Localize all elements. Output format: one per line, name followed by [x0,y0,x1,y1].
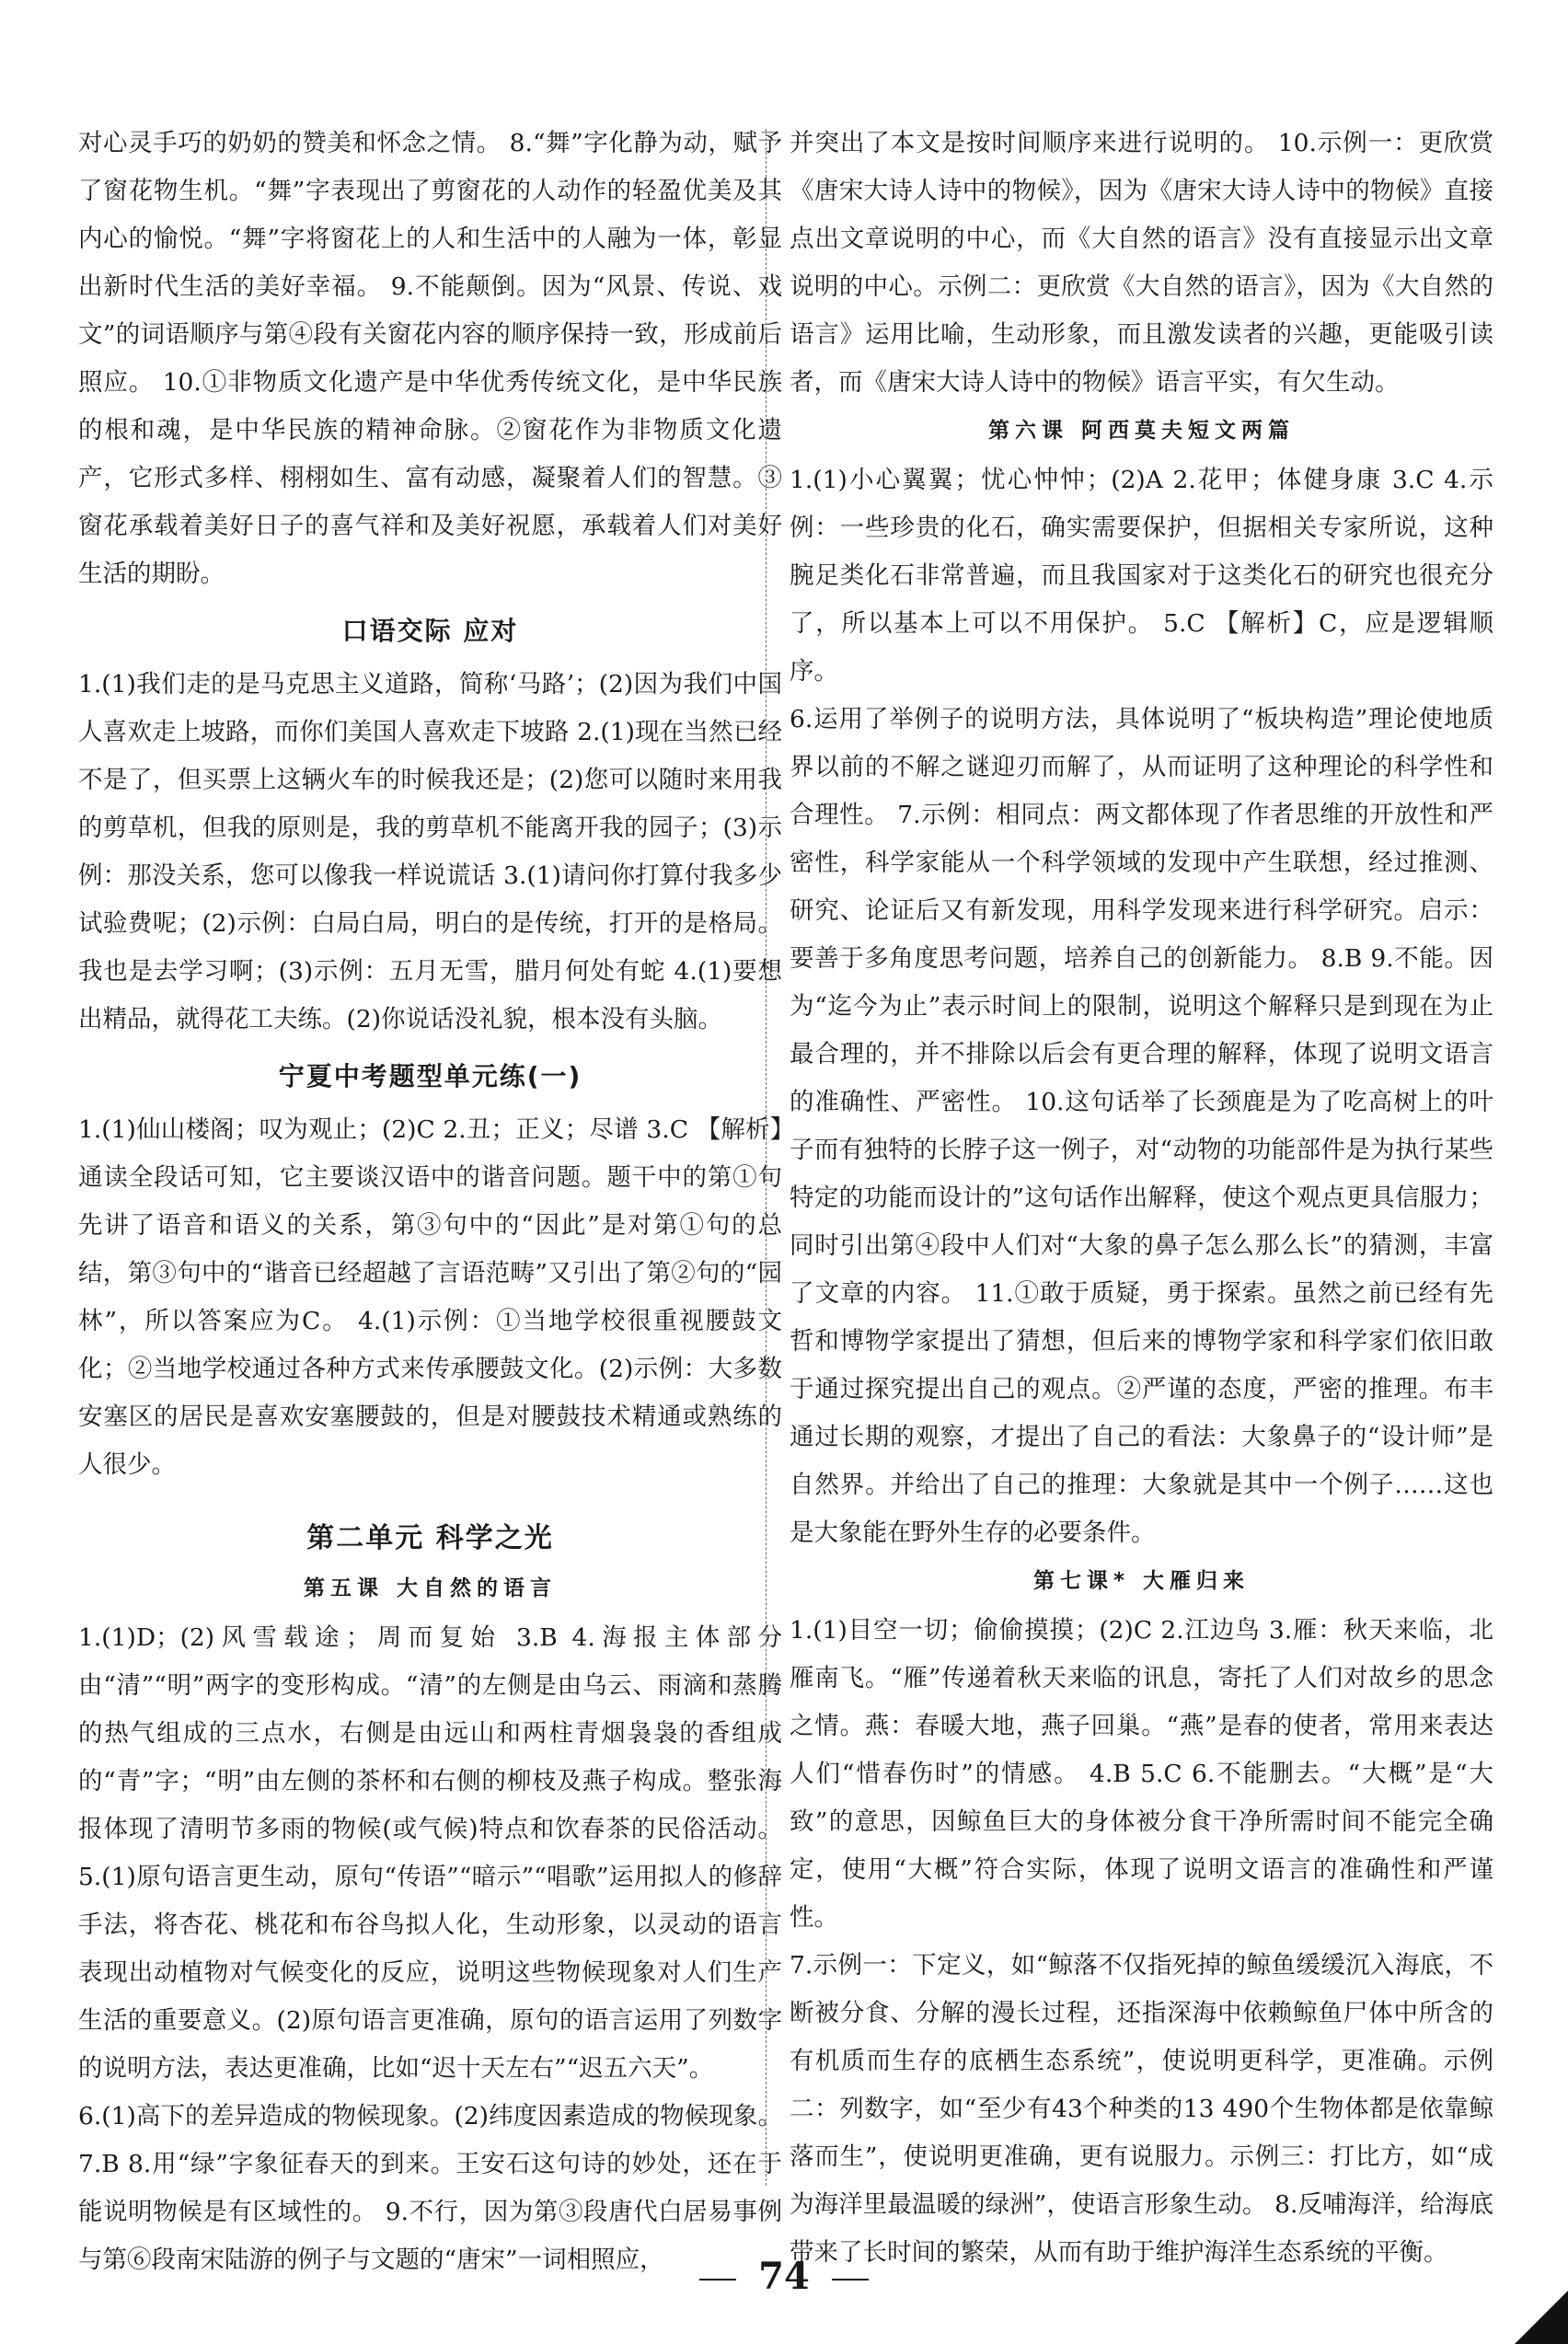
section-heading-oral: 口语交际 应对 [341,616,519,646]
answer-paragraph: 并突出了本文是按时间顺序来进行说明的。 10.示例一：更欣赏《唐宋大诗人诗中的物候》，因为《唐宋大诗人诗中的物候》直接点出文章说明的中心，而《大自然的语言》没有直接显示出文章说明的中心。示例二：更欣赏《大自然的语言》，因为《大自然的语言》运用比喻，生动形象，而且激发读者的兴趣，更能吸引读者，而《唐宋大诗人诗中的物候》语言平实，有欠生动。 [790,129,1493,397]
page-number-dash-right [832,2279,869,2280]
page-number-dash-left [699,2279,736,2280]
right-column [790,120,1493,2277]
answer-paragraph: 1.(1)仙山楼阁；叹为观止；(2)C 2.丑；正义；尽谱 3.C 【解析】通读全段话可知，它主要谈汉语中的谐音问题。题干中的第①句先讲了语音和语义的关系，第③句中的“因此”是对第①句的总结，第③句中的“谐音已经超越了言语范畴”又引出了第②句的“园林”，所以答案应为C。 4.(1)示例：①当地学校很重视腰鼓文化；②当地学校通过各种方式来传承腰鼓文化。(2)示例：大多数安塞区的居民是喜欢安塞腰鼓的，但是对腰鼓技术精通或熟练的人很少。 [78,1115,782,1479]
answer-paragraph: 1.(1)小心翼翼；忧心忡忡；(2)A 2.花甲；体健身康 3.C 4.示例：一些珍贵的化石，确实需要保护，但据相关专家所说，这种腕足类化石非常普遍，而且我国家对于这类化石的研究也很充分了，所以基本上可以不用保护。 5.C 【解析】C，应是逻辑顺序。 [790,466,1493,686]
answer-paragraph: 6.(1)高下的差异造成的物候现象。(2)纬度因素造成的物候现象。 7.B 8.用“绿”字象征春天的到来。王安石这句诗的妙处，还在于能说明物候是有区域性的。 9.不行，因为第③段唐代白居易事例与第⑥段南宋陆游的例子与文题的“唐宋”一词相照应， [78,2102,782,2274]
unit-heading: 第二单元 科学之光 [306,1522,554,1554]
page-number-value: 74 [758,2255,810,2298]
section-heading-ningxia: 宁夏中考题型单元练(一) [278,1061,582,1091]
answer-paragraph: 6.运用了举例子的说明方法，具体说明了“板块构造”理论使地质界以前的不解之谜迎刃而解了，从而证明了这种理论的科学性和合理性。 7.示例：相同点：两文都体现了作者思维的开放性和严密性，科学家能从一个科学领域的发现中产生联想，经过推测、研究、论证后又有新发现，用科学发现来进行科学研究。启示：要善于多角度思考问题，培养自己的创新能力。 8.B 9.不能。因为“迄今为止”表示时间上的限制，说明这个解释只是到现在为止最合理的，并不排除以后会有更合理的解释，体现了说明文语言的准确性、严密性。 10.这句话举了长颈鹿是为了吃高树上的叶子而有独特的长脖子这一例子，对“动物的功能部件是为执行某些特定的功能而设计的”这句话作出解释，使这个观点更具信服力；同时引出第④段中人们对“大象的鼻子怎么那么长”的猜测，丰富了文章的内容。 11.①敢于质疑，勇于探索。虽然之前已经有先哲和博物学家提出了猜想，但后来的博物学家和科学家们依旧敢于通过探究提出自己的观点。②严谨的态度，严密的推理。布丰通过长期的观察，才提出了自己的看法：大象鼻子的“设计师”是自然界。并给出了自己的推理：大象就是其中一个例子……这也是大象能在野外生存的必要条件。 [790,705,1493,1547]
page-number [0,2255,1568,2299]
answer-paragraph: 1.(1)我们走的是马克思主义道路，简称‘马路’；(2)因为我们中国人喜欢走上坡路，而你们美国人喜欢走下坡路 2.(1)现在当然已经不是了，但买票上这辆火车的时候我还是；(2)您可以随时来用我的剪草机，但我的原则是，我的剪草机不能离开我的园子；(3)示例：那没关系，您可以像我一样说谎话 3.(1)请问你打算付我多少试验费呢；(2)示例：白局白局，明白的是传统，打开的是格局。我也是去学习啊；(3)示例：五月无雪，腊月何处有蛇 4.(1)要想出精品，就得花工夫练。(2)你说话没礼貌，根本没有头脑。 [78,670,782,1033]
lesson-heading-6: 第六课 阿西莫夫短文两篇 [987,419,1295,443]
answer-paragraph: 7.示例一：下定义，如“鲸落不仅指死掉的鲸鱼缓缓沉入海底，不断被分食、分解的漫长过程，还指深海中依赖鲸鱼尸体中所含的有机质而生存的底栖生态系统”，使说明更科学，更准确。示例二：列数字，如“至少有43个种类的13 490个生物体都是依靠鲸落而生”，使说明更准确，更有说服力。示例三：打比方，如“成为海洋里最温暖的绿洲”，使语言形象生动。 8.反哺海洋，给海底带来了长时间的繁荣，从而有助于维护海洋生态系统的平衡。 [790,1951,1493,2267]
answer-paragraph: 对心灵手巧的奶奶的赞美和怀念之情。 8.“舞”字化静为动，赋予了窗花物生机。“舞”字表现出了剪窗花的人动作的轻盈优美及其内心的愉悦。“舞”字将窗花上的人和生活中的人融为一体，彰显出新时代生活的美好幸福。 9.不能颠倒。因为“风景、传说、戏文”的词语顺序与第④段有关窗花内容的顺序保持一致，形成前后照应。 10.①非物质文化遗产是中华优秀传统文化，是中华民族的根和魂，是中华民族的精神命脉。②窗花作为非物质文化遗产，它形式多样、栩栩如生、富有动感，凝聚着人们的智慧。③窗花承载着美好日子的喜气祥和及美好祝愿，承载着人们对美好生活的期盼。 [78,129,782,588]
answer-paragraph: 1.(1)D；(2)风雪载途；周而复始 3.B 4.海报主体部分由“清”“明”两字的变形构成。“清”的左侧是由乌云、雨滴和蒸腾的热气组成的三点水，右侧是由远山和两柱青烟袅袅的香组成的“青”字；“明”由左侧的茶杯和右侧的柳枝及燕子构成。整张海报体现了清明节多雨的物候(或气候)特点和饮春茶的民俗活动。 5.(1)原句语言更生动，原句“传语”“暗示”“唱歌”运用拟人的修辞手法，将杏花、桃花和布谷鸟拟人化，生动形象，以灵动的语言表现出动植物对气候变化的反应，说明这些物候现象对人们生产生活的重要意义。(2)原句语言更准确，原句的语言运用了列数字的说明方法，表达更准确，比如“迟十天左右”“迟五六天”。 [78,1623,782,2083]
left-column [78,120,782,2284]
corner-triangle-icon [1515,2291,1568,2344]
lesson-heading-5: 第五课 大自然的语言 [303,1576,557,1600]
column-divider [766,129,767,2186]
lesson-heading-7: 第七课* 大雁归来 [1032,1569,1251,1593]
answer-paragraph: 1.(1)目空一切；偷偷摸摸；(2)C 2.江边鸟 3.雁：秋天来临，北雁南飞。“雁”传递着秋天来临的讯息，寄托了人们对故乡的思念之情。燕：春暖大地，燕子回巢。“燕”是春的使者，常用来表达人们“惜春伤时”的情感。 4.B 5.C 6.不能删去。“大概”是“大致”的意思，因鲸鱼巨大的身体被分食干净所需时间不能完全确定，使用“大概”符合实际，体现了说明文语言的准确性和严谨性。 [790,1616,1493,1932]
